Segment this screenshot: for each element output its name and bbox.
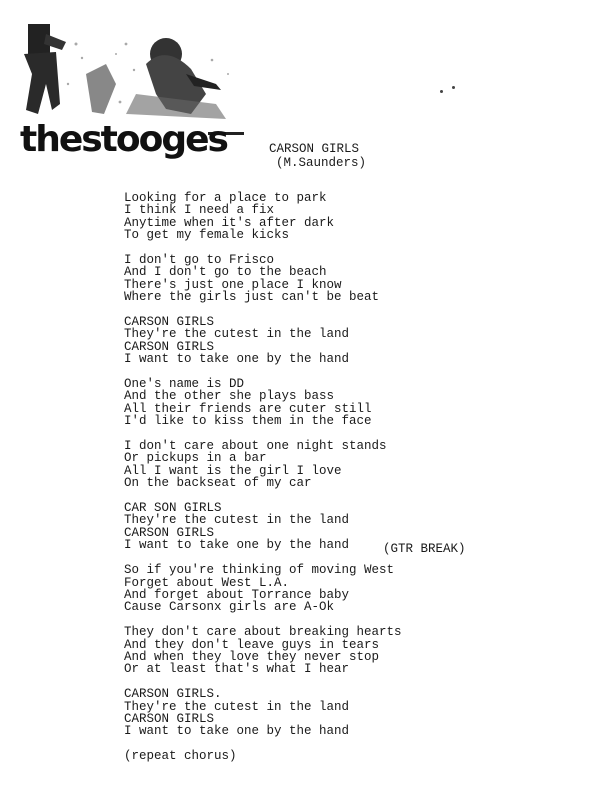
lyric-line: All their friends are cuter still bbox=[124, 401, 372, 416]
lyric-line: Looking for a place to park bbox=[124, 191, 327, 205]
lyric-line: All I want is the girl I love bbox=[124, 463, 342, 478]
lyric-line: They're the cutest in the land bbox=[124, 513, 350, 528]
lyric-line: CAR SON GIRLS bbox=[124, 501, 222, 516]
lyric-line: CARSON GIRLS bbox=[124, 315, 215, 330]
stanza-chorus-3 bbox=[124, 688, 594, 738]
stanza-verse-3 bbox=[124, 378, 594, 428]
stanza-chorus-1 bbox=[124, 316, 594, 366]
lyric-line: And when they love they never stop bbox=[124, 649, 380, 664]
lyric-line: And I don't go to the beach bbox=[124, 265, 327, 280]
lyric-line: They're the cutest in the land bbox=[124, 699, 350, 714]
lyric-line: They don't care about breaking hearts bbox=[124, 625, 402, 640]
lyric-line: So if you're thinking of moving West bbox=[124, 563, 395, 578]
lyric-line: I want to take one by the hand bbox=[124, 724, 350, 739]
ink-speck bbox=[440, 90, 443, 93]
lyric-line: To get my female kicks bbox=[124, 228, 290, 243]
stanza-verse-1 bbox=[124, 192, 594, 242]
lyric-line: CARSON GIRLS. bbox=[124, 687, 222, 702]
guitar-break-note: (GTR BREAK) bbox=[383, 542, 466, 556]
lyric-line: CARSON GIRLS bbox=[124, 711, 215, 726]
lyric-line: Or pickups in a bar bbox=[124, 451, 267, 466]
lyric-line: On the backseat of my car bbox=[124, 476, 312, 491]
song-header bbox=[269, 142, 366, 170]
lyric-line: I don't care about one night stands bbox=[124, 439, 387, 454]
lyric-line: And they don't leave guys in tears bbox=[124, 637, 380, 652]
lyric-line: Or at least that's what I hear bbox=[124, 662, 350, 677]
lyric-line: And the other she plays bass bbox=[124, 389, 335, 404]
lyric-line: They're the cutest in the land bbox=[124, 327, 350, 342]
stanza-chorus-2 bbox=[124, 502, 594, 552]
lyric-line: Where the girls just can't be beat bbox=[124, 290, 380, 305]
stanza-repeat-note bbox=[124, 750, 594, 762]
ink-speck bbox=[452, 86, 455, 89]
lyric-line: I'd like to kiss them in the face bbox=[124, 414, 372, 429]
lyric-line: Cause Carsonx girls are A-Ok bbox=[124, 600, 335, 615]
lyric-line: I think I need a fix bbox=[124, 203, 275, 218]
lyric-line: One's name is DD bbox=[124, 377, 245, 392]
lyric-line: And forget about Torrance baby bbox=[124, 587, 350, 602]
lyric-line: I don't go to Frisco bbox=[124, 253, 275, 268]
lyric-line: I want to take one by the hand bbox=[124, 352, 350, 367]
repeat-chorus-note: (repeat chorus) bbox=[124, 749, 237, 764]
stanza-verse-2 bbox=[124, 254, 594, 304]
stanza-verse-4 bbox=[124, 440, 594, 490]
stanza-verse-5 bbox=[124, 564, 594, 614]
band-logo-text: thestooges bbox=[20, 119, 227, 160]
lyric-line: I want to take one by the hand bbox=[124, 538, 350, 553]
song-title: CARSON GIRLS bbox=[269, 142, 360, 156]
lyrics-body bbox=[124, 192, 594, 775]
lyric-line: There's just one place I know bbox=[124, 277, 342, 292]
lyric-line: Forget about West L.A. bbox=[124, 575, 290, 590]
lyric-line: CARSON GIRLS bbox=[124, 339, 215, 354]
lyric-line: CARSON GIRLS bbox=[124, 525, 215, 540]
song-author: (M.Saunders) bbox=[276, 156, 367, 170]
lyric-line: Anytime when it's after dark bbox=[124, 215, 335, 230]
stanza-verse-6 bbox=[124, 626, 594, 676]
band-logo bbox=[16, 14, 248, 164]
